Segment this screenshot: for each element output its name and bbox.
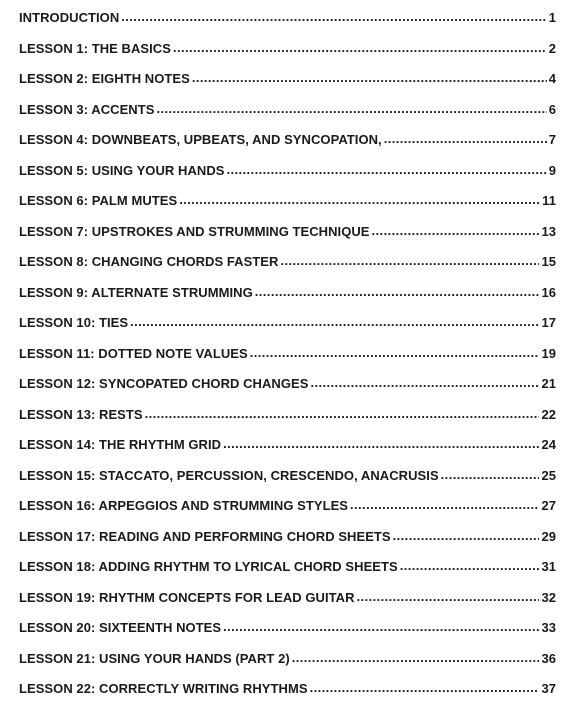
toc-entry-title: LESSON 18: ADDING RHYTHM TO LYRICAL CHORD SHEETS: [19, 559, 398, 574]
toc-entry-page: 16: [541, 284, 556, 300]
toc-entry-lesson-22[interactable]: [19, 681, 556, 712]
toc-dot-leader: [255, 284, 540, 299]
toc-entry-page: 27: [541, 498, 556, 513]
toc-entry-page: 21: [541, 376, 556, 391]
toc-entry-title: LESSON 5: USING YOUR HANDS: [19, 162, 225, 178]
toc-dot-leader: [130, 314, 539, 329]
toc-dot-leader: [372, 223, 540, 238]
toc-entry-title: LESSON 1: THE BASICS: [19, 40, 171, 56]
toc-entry-page: 6: [548, 101, 556, 117]
toc-entry-page: 29: [541, 528, 556, 544]
toc-entry-lesson-13[interactable]: [19, 407, 556, 438]
toc-entry-page: 4: [548, 71, 556, 86]
toc-entry-page: 33: [541, 620, 556, 635]
toc-entry-introduction[interactable]: [19, 10, 556, 41]
toc-entry-page: 36: [541, 650, 556, 666]
toc-dot-leader: [310, 375, 539, 390]
toc-dot-leader: [145, 406, 540, 421]
toc-dot-leader: [223, 619, 539, 634]
toc-dot-leader: [400, 558, 540, 573]
toc-entry-lesson-3[interactable]: [19, 102, 556, 133]
toc-dot-leader: [292, 650, 540, 665]
toc-entry-lesson-21[interactable]: [19, 651, 556, 682]
toc-entry-page: 24: [541, 437, 556, 452]
toc-entry-title: LESSON 20: SIXTEENTH NOTES: [19, 620, 222, 635]
toc-entry-title: LESSON 19: RHYTHM CONCEPTS FOR LEAD GUITAR: [19, 589, 355, 605]
toc-entry-page: 25: [541, 467, 556, 483]
toc-dot-leader: [250, 345, 540, 360]
toc-dot-leader: [357, 589, 540, 604]
toc-entry-page: 32: [541, 589, 556, 605]
toc-entry-page: 15: [541, 254, 556, 269]
toc-dot-leader: [179, 192, 540, 207]
toc-entry-lesson-11[interactable]: [19, 346, 556, 377]
toc-dot-leader: [226, 162, 546, 177]
toc-entry-lesson-5[interactable]: [19, 163, 556, 194]
toc-entry-lesson-19[interactable]: [19, 590, 556, 621]
toc-entry-page: 17: [541, 315, 556, 330]
toc-entry-lesson-18[interactable]: [19, 559, 556, 590]
toc-entry-lesson-6[interactable]: [19, 193, 556, 224]
toc-entry-page: 1: [548, 10, 556, 25]
toc-entry-page: 13: [541, 223, 556, 239]
toc-dot-leader: [310, 680, 540, 695]
toc-entry-title: LESSON 3: ACCENTS: [19, 101, 155, 117]
toc-entry-lesson-12[interactable]: [19, 376, 556, 407]
toc-entry-lesson-20[interactable]: [19, 620, 556, 651]
toc-entry-lesson-4[interactable]: [19, 132, 556, 163]
toc-entry-lesson-2[interactable]: [19, 71, 556, 102]
toc-entry-title: LESSON 2: EIGHTH NOTES: [19, 71, 190, 86]
toc-entry-page: 7: [548, 132, 556, 147]
toc-entry-lesson-8[interactable]: [19, 254, 556, 285]
toc-entry-lesson-1[interactable]: [19, 41, 556, 72]
toc-entry-title: LESSON 6: PALM MUTES: [19, 193, 178, 208]
toc-entry-title: LESSON 12: SYNCOPATED CHORD CHANGES: [19, 376, 309, 391]
toc-dot-leader: [223, 436, 539, 451]
toc-entry-page: 11: [542, 193, 556, 208]
toc-entry-lesson-9[interactable]: [19, 285, 556, 316]
toc-entry-title: LESSON 9: ALTERNATE STRUMMING: [19, 284, 253, 300]
toc-entry-title: LESSON 15: STACCATO, PERCUSSION, CRESCENDO, ANACRUSIS: [19, 467, 439, 483]
toc-entry-page: 19: [541, 345, 556, 361]
toc-entry-page: 9: [548, 162, 556, 178]
toc-dot-leader: [441, 467, 540, 482]
toc-entry-title: LESSON 11: DOTTED NOTE VALUES: [19, 345, 248, 361]
toc-dot-leader: [384, 131, 547, 146]
toc-entry-lesson-15[interactable]: [19, 468, 556, 499]
toc-entry-page: 22: [541, 406, 556, 422]
toc-dot-leader: [192, 70, 547, 85]
toc-entry-title: LESSON 10: TIES: [19, 315, 129, 330]
table-of-contents: [19, 10, 556, 712]
toc-dot-leader: [121, 9, 546, 24]
toc-entry-lesson-10[interactable]: [19, 315, 556, 346]
toc-entry-title: INTRODUCTION: [19, 10, 120, 25]
toc-dot-leader: [393, 528, 540, 543]
toc-entry-lesson-14[interactable]: [19, 437, 556, 468]
toc-entry-page: 31: [541, 559, 556, 574]
toc-entry-title: LESSON 8: CHANGING CHORDS FASTER: [19, 254, 279, 269]
toc-dot-leader: [173, 40, 547, 55]
toc-dot-leader: [280, 253, 539, 268]
toc-entry-title: LESSON 7: UPSTROKES AND STRUMMING TECHNIQUE: [19, 223, 370, 239]
toc-entry-title: LESSON 22: CORRECTLY WRITING RHYTHMS: [19, 681, 308, 696]
toc-entry-title: LESSON 14: THE RHYTHM GRID: [19, 437, 222, 452]
toc-entry-title: LESSON 17: READING AND PERFORMING CHORD SHEETS: [19, 528, 391, 544]
toc-entry-page: 2: [548, 40, 556, 56]
toc-entry-page: 37: [541, 681, 556, 696]
toc-entry-title: LESSON 21: USING YOUR HANDS (PART 2): [19, 650, 290, 666]
toc-entry-lesson-16[interactable]: [19, 498, 556, 529]
toc-entry-title: LESSON 16: ARPEGGIOS AND STRUMMING STYLES: [19, 498, 349, 513]
toc-entry-title: LESSON 13: RESTS: [19, 406, 143, 422]
toc-entry-title: LESSON 4: DOWNBEATS, UPBEATS, AND SYNCOPATION,: [19, 132, 382, 147]
toc-dot-leader: [350, 497, 539, 512]
toc-entry-lesson-7[interactable]: [19, 224, 556, 255]
toc-entry-lesson-17[interactable]: [19, 529, 556, 560]
toc-dot-leader: [156, 101, 546, 116]
